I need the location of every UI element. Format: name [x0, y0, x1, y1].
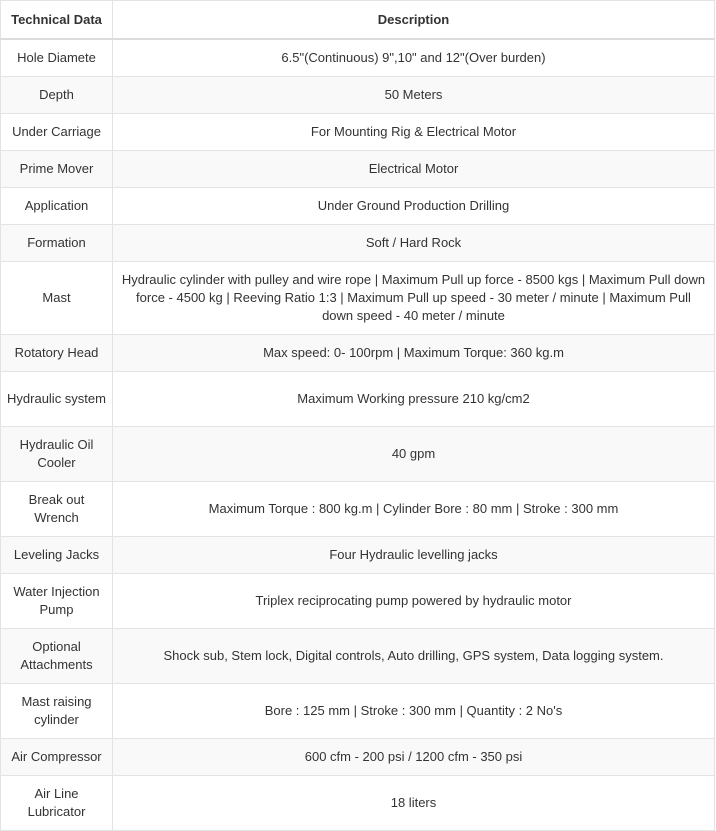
row-value: Electrical Motor	[113, 150, 715, 187]
row-label: Application	[1, 187, 113, 224]
row-value: Maximum Torque : 800 kg.m | Cylinder Bore : 80 mm | Stroke : 300 mm	[113, 481, 715, 536]
row-value: 600 cfm - 200 psi / 1200 cfm - 350 psi	[113, 738, 715, 775]
row-label: Break out Wrench	[1, 481, 113, 536]
row-label: Under Carriage	[1, 113, 113, 150]
table-row	[1, 261, 715, 334]
table-row	[1, 39, 715, 76]
row-label: Hole Diamete	[1, 39, 113, 76]
row-value: Triplex reciprocating pump powered by hydraulic motor	[113, 573, 715, 628]
table-row	[1, 628, 715, 683]
table-row	[1, 738, 715, 775]
table-body	[1, 39, 715, 830]
row-value: For Mounting Rig & Electrical Motor	[113, 113, 715, 150]
header-technical-data: Technical Data	[1, 1, 113, 40]
table-row	[1, 76, 715, 113]
table-row	[1, 683, 715, 738]
table-row	[1, 187, 715, 224]
row-label: Mast raising cylinder	[1, 683, 113, 738]
table-row	[1, 426, 715, 481]
table-header-row	[1, 1, 715, 40]
row-label: Prime Mover	[1, 150, 113, 187]
row-value: Bore : 125 mm | Stroke : 300 mm | Quantity : 2 No's	[113, 683, 715, 738]
row-label: Air Compressor	[1, 738, 113, 775]
row-value: 40 gpm	[113, 426, 715, 481]
row-value: 18 liters	[113, 775, 715, 830]
row-label: Formation	[1, 224, 113, 261]
row-label: Depth	[1, 76, 113, 113]
row-label: Hydraulic system	[1, 371, 113, 426]
table-row	[1, 334, 715, 371]
row-label: Mast	[1, 261, 113, 334]
row-label: Water Injection Pump	[1, 573, 113, 628]
row-value: Under Ground Production Drilling	[113, 187, 715, 224]
table-row	[1, 224, 715, 261]
row-label: Air Line Lubricator	[1, 775, 113, 830]
table-row	[1, 113, 715, 150]
row-label: Optional Attachments	[1, 628, 113, 683]
table-row	[1, 150, 715, 187]
row-value: Max speed: 0- 100rpm | Maximum Torque: 360 kg.m	[113, 334, 715, 371]
row-value: 50 Meters	[113, 76, 715, 113]
row-label: Rotatory Head	[1, 334, 113, 371]
table-row	[1, 371, 715, 426]
row-value: Four Hydraulic levelling jacks	[113, 536, 715, 573]
header-description: Description	[113, 1, 715, 40]
row-value: Maximum Working pressure 210 kg/cm2	[113, 371, 715, 426]
row-value: Shock sub, Stem lock, Digital controls, Auto drilling, GPS system, Data logging system.	[113, 628, 715, 683]
row-value: 6.5"(Continuous) 9",10" and 12"(Over burden)	[113, 39, 715, 76]
row-label: Leveling Jacks	[1, 536, 113, 573]
table-row	[1, 573, 715, 628]
table-row	[1, 775, 715, 830]
row-value: Soft / Hard Rock	[113, 224, 715, 261]
table-row	[1, 536, 715, 573]
table-row	[1, 481, 715, 536]
row-value: Hydraulic cylinder with pulley and wire rope | Maximum Pull up force - 8500 kgs | Maximum Pull down force - 4500 kg | Reeving Ratio 1:3 | Maximum Pull up speed - 30 meter / minute | Maximum Pull down speed - 40 meter / minute	[113, 261, 715, 334]
row-label: Hydraulic Oil Cooler	[1, 426, 113, 481]
